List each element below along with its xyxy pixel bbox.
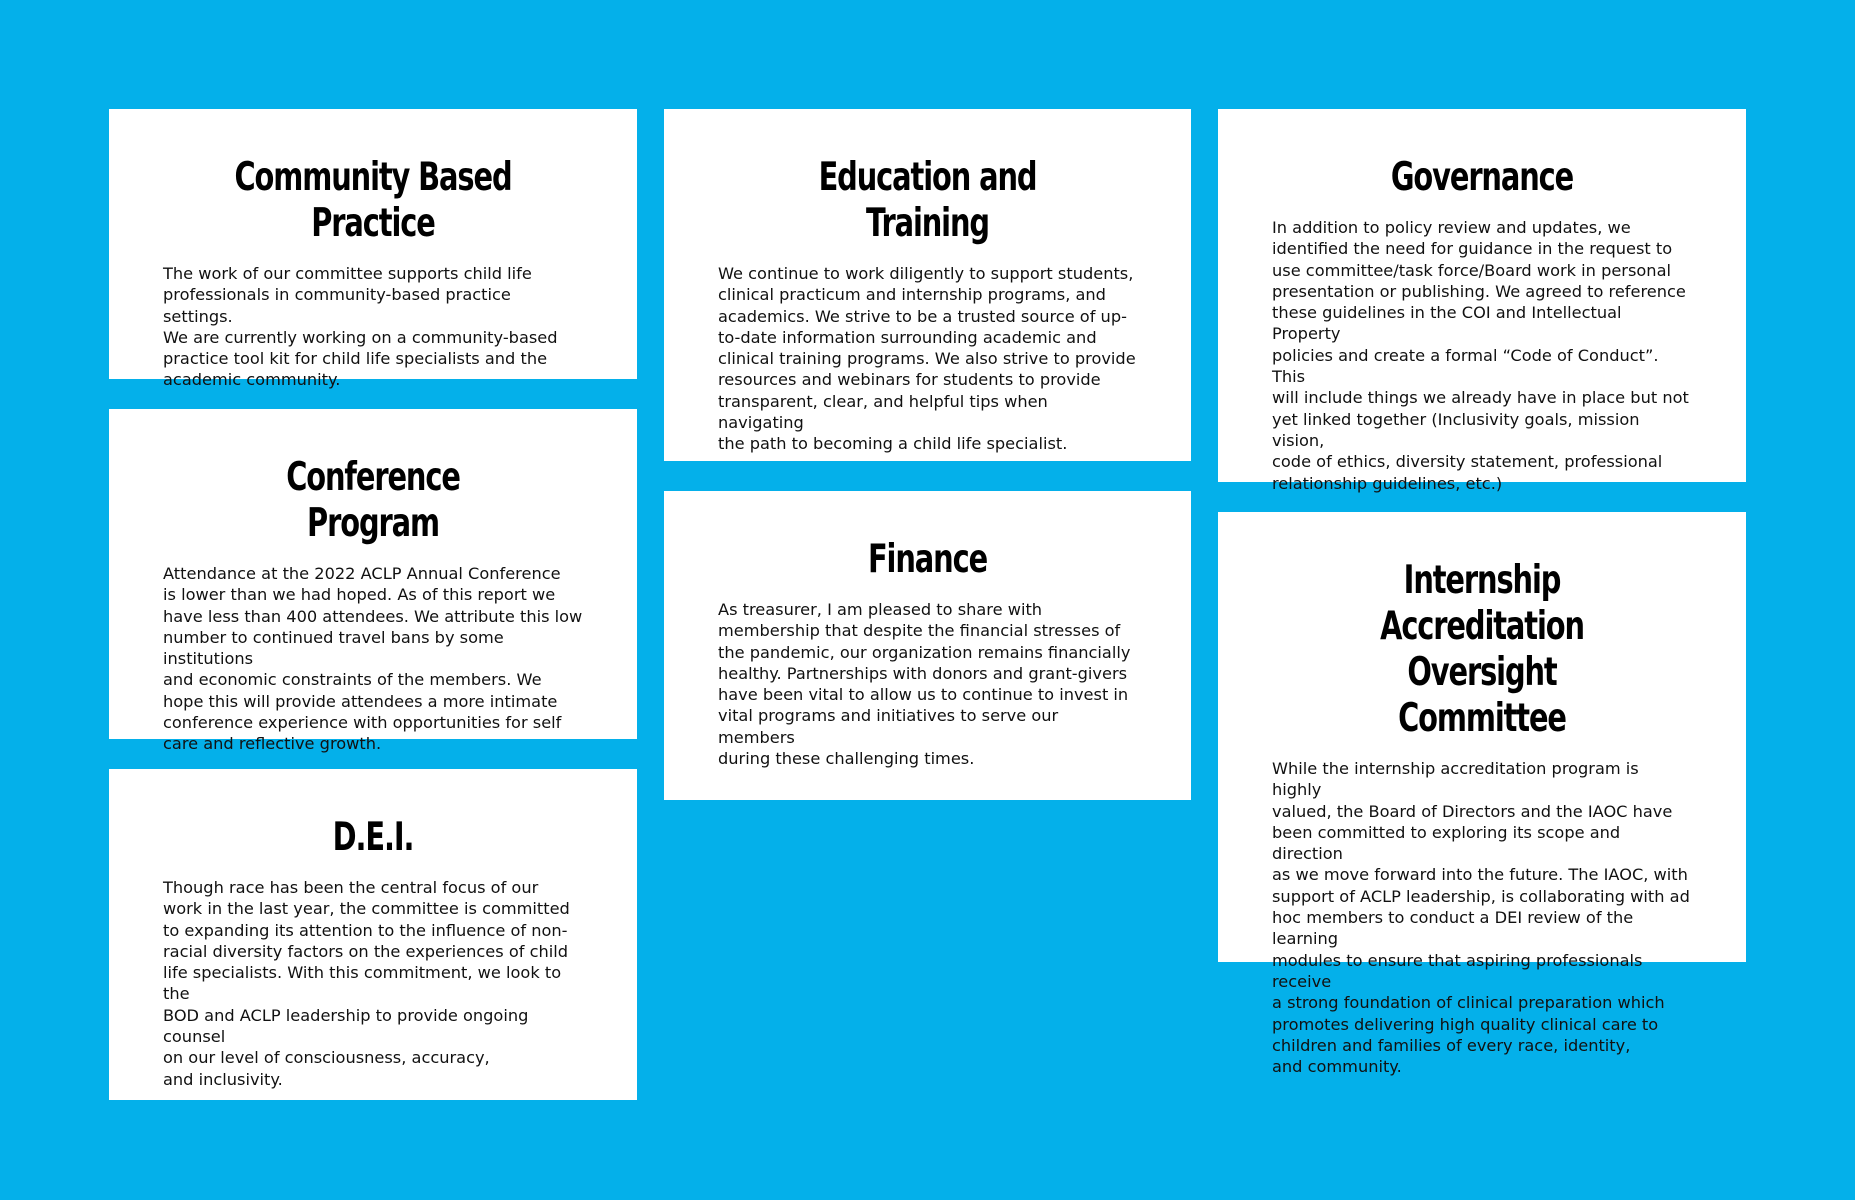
card-title: Education and Training [818, 155, 1037, 246]
card-title: Community Based Practice [234, 155, 512, 246]
card-internship-accreditation-oversight-committee [1218, 512, 1746, 1077]
card-body: In addition to policy review and updates, we identified the need for guidance in the request to use committee/task force/Board work in personal presentation or publishing. We agreed to reference these guidelines in the COI and Intellectual Property policies and create a formal “Code of Conduct”. This will include things we already have in place but not yet linked together (Inclusivity goals, mission vision, code of ethics, diversity statement, professional relationship guidelines, etc.) [1272, 218, 1689, 493]
card-body: We continue to work diligently to support students, clinical practicum and internship programs, and academics. We strive to be a trusted source of up- to-date information surrounding academic and clinical training programs. We also strive to provide resources and webinars for students to provide transparent, clear, and helpful tips when navigating the path to becoming a child life specialist. [718, 264, 1136, 454]
card-body: Attendance at the 2022 ACLP Annual Conference is lower than we had hoped. As of this report we have less than 400 attendees. We attribute this low number to continued travel bans by some institutions and economic constraints of the members. We hope this will provide attendees a more intimate conference experience with opportunities for self care and reflective growth. [163, 564, 583, 754]
card-body: As treasurer, I am pleased to share with membership that despite the financial stresses of the pandemic, our organization remains financially healthy. Partnerships with donors and grant-givers have been vital to allow us to continue to invest in vital programs and initiatives to serve our members during these challenging times. [718, 600, 1131, 769]
card-community-based-practice [109, 109, 637, 390]
card-finance [664, 491, 1191, 800]
card-title: Conference Program [286, 455, 460, 546]
card-body: While the internship accreditation program is highly valued, the Board of Directors and the IAOC have been committed to exploring its scope and direction as we move forward into the future. The IAOC, with support of ACLP leadership, is collaborating with ad hoc members to conduct a DEI review of the learning modules to ensure that aspiring professionals receive a strong foundation of clinical preparation which promotes delivering high quality clinical care to children and families of every race, identity, and community. [1272, 759, 1690, 1077]
card-body: Though race has been the central focus of our work in the last year, the committee is committed to expanding its attention to the influence of non- racial diversity factors on the experiences of child life specialists. With this commitment, we look to the BOD and ACLP leadership to provide ongoing counsel on our level of consciousness, accuracy, and inclusivity. [163, 878, 570, 1089]
card-governance [1218, 109, 1746, 493]
card-conference-program [109, 409, 637, 754]
card-dei [109, 769, 637, 1100]
card-title: Internship Accreditation Oversight Committee [1380, 558, 1584, 741]
card-title: D.E.I. [332, 815, 414, 860]
card-education-and-training [664, 109, 1191, 461]
card-body: The work of our committee supports child life professionals in community-based practice settings. We are currently working on a community-based practice tool kit for child life specialists and the academic community. [163, 264, 558, 390]
card-title: Finance [867, 537, 988, 582]
card-title: Governance [1390, 155, 1574, 200]
